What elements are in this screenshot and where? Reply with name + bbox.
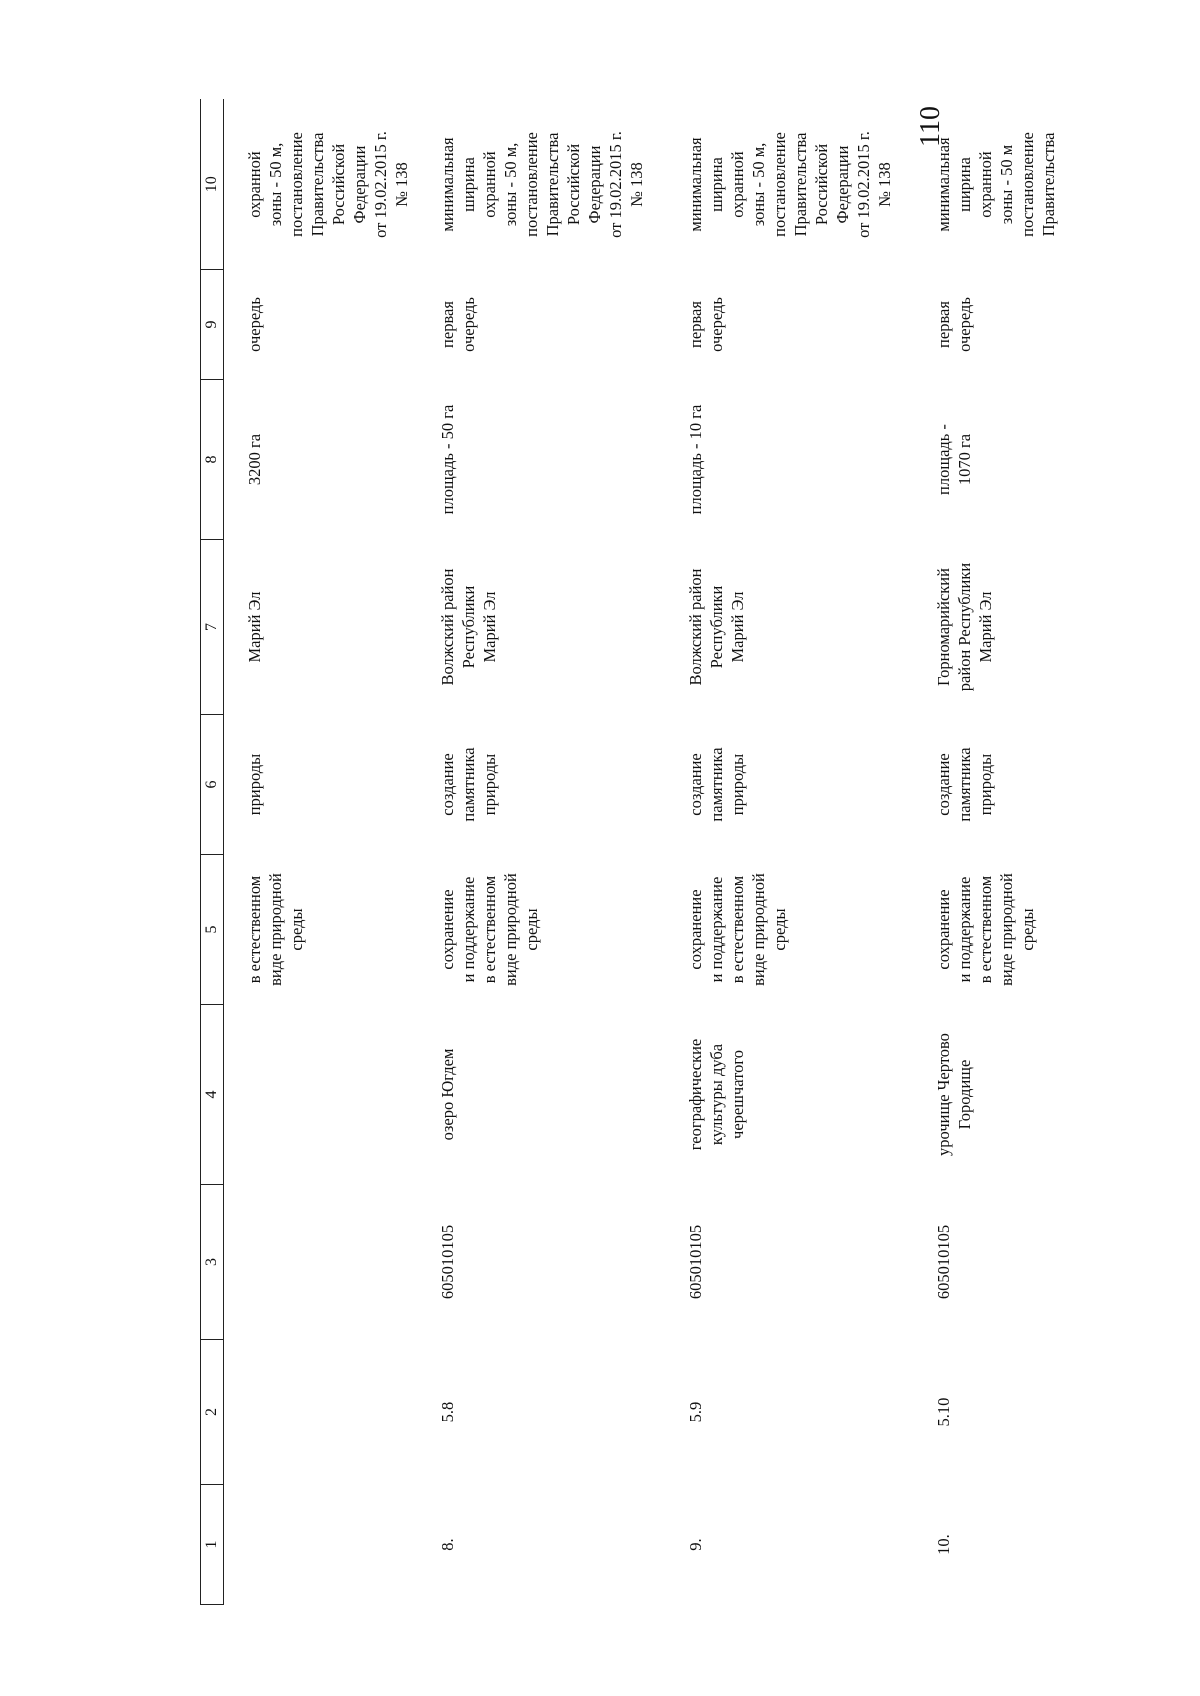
cell-code: 5.9: [686, 1401, 705, 1423]
table-row-continuation: [224, 100, 420, 1605]
cell-action: создание памятника природы: [934, 747, 995, 822]
cell-stage: очередь: [245, 297, 264, 352]
cell-oktmo: 605010105: [934, 1224, 953, 1300]
header-cell: 7: [201, 540, 224, 715]
cell-action: создание памятника природы: [686, 747, 747, 822]
cell-number: 10.: [934, 1534, 953, 1555]
cell-zone: минимальная ширина охранной зоны - 50 м постановление Правительства: [934, 132, 1058, 237]
cell-zone: минимальная ширина охранной зоны - 50 м, постановление Правительства Российской Федерации от 19.02.2015 г. № 138: [686, 131, 894, 238]
cell-stage: первая очередь: [686, 297, 726, 352]
cell-stage: первая очередь: [934, 297, 974, 352]
cell-purpose: сохранение и поддержание в естественном виде природной среды: [438, 873, 541, 986]
cell-zone: охранной зоны - 50 м, постановление Правительства Российской Федерации от 19.02.2015 г. № 138: [245, 131, 411, 238]
header-cell: 6: [201, 715, 224, 855]
cell-zone: минимальная ширина охранной зоны - 50 м, постановление Правительства Российской Федерации от 19.02.2015 г. № 138: [438, 131, 646, 238]
header-cell: 4: [201, 1005, 224, 1185]
page-number: 110: [915, 106, 946, 147]
cell-characteristics: 3200 га: [245, 433, 264, 486]
cell-purpose: в естественном виде природной среды: [245, 873, 306, 986]
cell-action: создание памятника природы: [438, 747, 499, 822]
header-cell: 2: [201, 1340, 224, 1485]
table-row: [915, 100, 1093, 1605]
cell-stage: первая очередь: [438, 297, 478, 352]
data-table: [200, 100, 1093, 1606]
cell-characteristics: площадь - 10 га: [686, 404, 705, 515]
cell-location: Горномарийский район Республики Марий Эл: [934, 562, 995, 692]
cell-location: Марий Эл: [245, 591, 264, 663]
header-row: [201, 100, 224, 1605]
cell-oktmo: [224, 1185, 420, 1340]
cell-location: Волжский район Республики Марий Эл: [686, 568, 747, 686]
cell-characteristics: площадь - 50 га: [438, 404, 457, 515]
cell-code: 5.10: [934, 1397, 953, 1427]
cell-oktmo: 605010105: [686, 1224, 705, 1300]
header-cell: 1: [201, 1485, 224, 1605]
header-cell: 10: [201, 100, 224, 270]
table-row: [419, 100, 667, 1605]
header-cell: 9: [201, 270, 224, 380]
cell-code: [224, 1340, 420, 1485]
rotated-table-sheet: [200, 100, 1080, 1605]
header-cell: 8: [201, 380, 224, 540]
cell-number: 9.: [686, 1538, 705, 1551]
cell-purpose: сохранение и поддержание в естественном виде природной среды: [934, 873, 1037, 986]
table-row: [667, 100, 915, 1605]
cell-name: урочище Чертово Городище: [934, 1033, 974, 1156]
cell-name: географические культуры дуба черешчатого: [686, 1038, 747, 1151]
cell-purpose: сохранение и поддержание в естественном виде природной среды: [686, 873, 789, 986]
header-cell: 3: [201, 1185, 224, 1340]
header-cell: 5: [201, 855, 224, 1005]
cell-name: [224, 1005, 420, 1185]
cell-oktmo: 605010105: [438, 1224, 457, 1300]
cell-code: 5.8: [438, 1401, 457, 1423]
cell-number: 8.: [438, 1538, 457, 1551]
cell-characteristics: площадь - 1070 га: [934, 424, 974, 495]
cell-name: озеро Югдем: [438, 1048, 457, 1141]
cell-action: природы: [245, 753, 264, 816]
table-header: [201, 100, 224, 1605]
cell-location: Волжский район Республики Марий Эл: [438, 568, 499, 686]
cell-number: [224, 1485, 420, 1605]
